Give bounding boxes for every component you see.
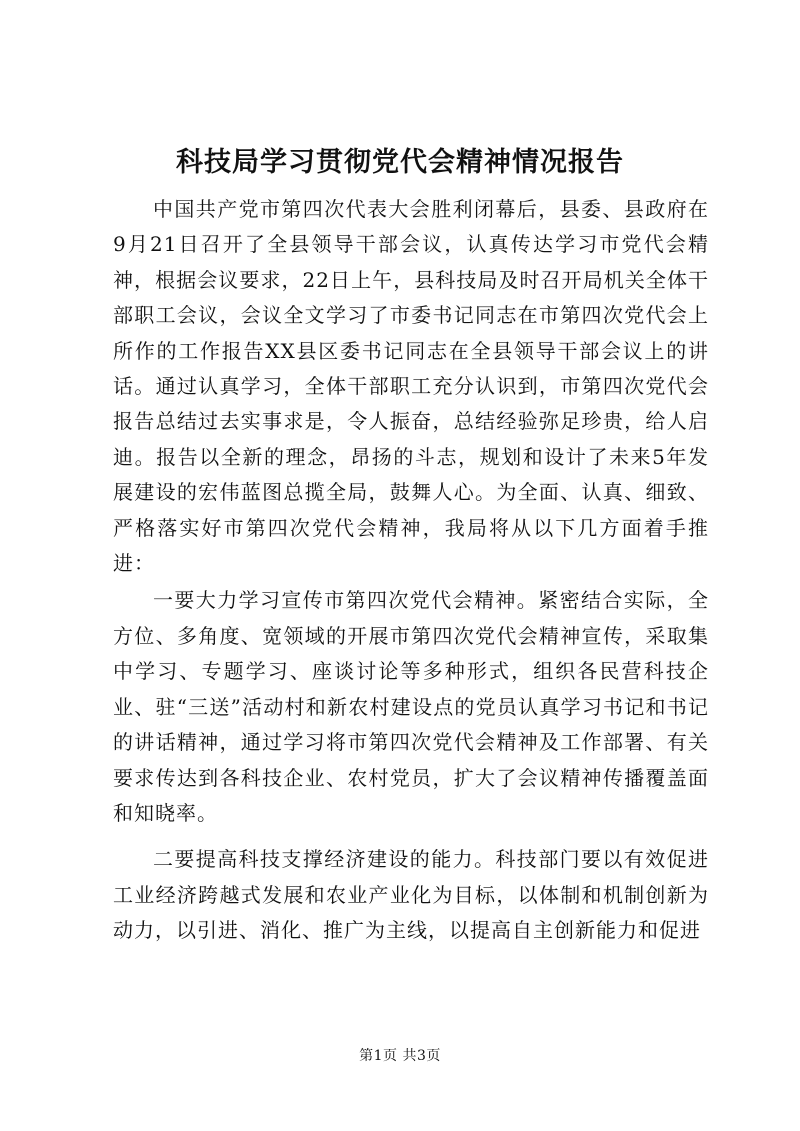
paragraph-point-two: 二要提高科技支撑经济建设的能力。科技部门要以有效促进工业经济跨越式发展和农业产业化为目标，以体制和机制创新为动力，以引进、消化、推广为主线，以提高自主创新能力和促进: [113, 847, 709, 943]
page-title: 科技局学习贯彻党代会精神情况报告: [176, 147, 624, 178]
paragraph-intro: 中国共产党市第四次代表大会胜利闭幕后，县委、县政府在9月21日召开了全县领导干部会议，认真传达学习市党代会精神，根据会议要求，22日上午，县科技局及时召开局机关全体干部职工会议，会议全文学习了市委书记同志在市第四次党代会上所作的工作报告XX县区委书记同志在全县领导干部会议上的讲话。通过认真学习，全体干部职工充分认识到，市第四次党代会报告总结过去实事求是，令人振奋，总结经验弥足珍贵，给人启迪。报告以全新的理念，昂扬的斗志，规划和设计了未来5年发展建设的宏伟蓝图总揽全局，鼓舞人心。为全面、认真、细致、严格落实好市第四次党代会精神，我局将从以下几方面着手推进：: [113, 197, 709, 576]
paragraph-point-one: 一要大力学习宣传市第四次党代会精神。紧密结合实际，全方位、多角度、宽领域的开展市第四次党代会精神宣传，采取集中学习、专题学习、座谈讨论等多种形式，组织各民营科技企业、驻“三送”活动村和新农村建设点的党员认真学习书记和书记的讲话精神，通过学习将市第四次党代会精神及工作部署、有关要求传达到各科技企业、农村党员，扩大了会议精神传播覆盖面和知晓率。: [113, 588, 709, 825]
document-body: [113, 192, 709, 949]
page-number-footer: 第1页 共3页: [359, 1048, 441, 1064]
